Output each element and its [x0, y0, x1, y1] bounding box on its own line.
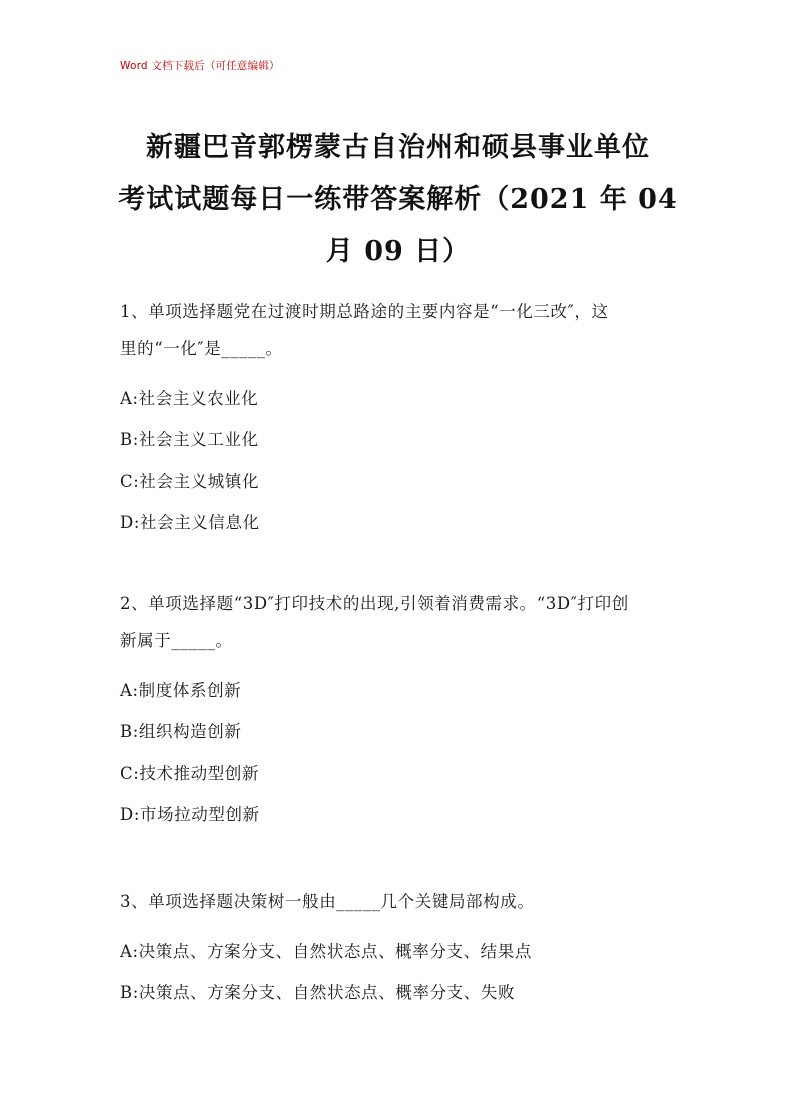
option-a: A:决策点、方案分支、自然状态点、概率分支、结果点 [120, 941, 532, 961]
question-1 [120, 293, 680, 533]
stem-line: 2、单项选择题“3D″打印技术的出现,引领着消费需求。“3D″打印创 [120, 594, 629, 613]
question-stem [120, 883, 680, 920]
question-3 [120, 883, 680, 1003]
header-note: Word 文档下载后（可任意编辑） [120, 60, 280, 72]
option-b: B:决策点、方案分支、自然状态点、概率分支、失败 [120, 983, 516, 1002]
question-2 [120, 585, 680, 825]
stem-line: 里的“一化″是_____。 [120, 339, 283, 358]
option-c: C:技术推动型创新 [120, 763, 260, 783]
option-b: B:社会主义工业化 [120, 430, 259, 449]
stem-line: 1、单项选择题党在过渡时期总路途的主要内容是“一化三改″，这 [120, 302, 609, 321]
title-line: 新疆巴音郭楞蒙古自治州和硕县事业单位 [146, 132, 650, 163]
option-a: A:社会主义农业化 [120, 388, 259, 408]
option-b: B:组织构造创新 [120, 722, 242, 741]
question-list [120, 293, 680, 1003]
stem-line: 新属于_____。 [120, 631, 233, 650]
option-d: D:市场拉动型创新 [120, 805, 260, 824]
option-c: C:社会主义城镇化 [120, 471, 260, 491]
document-title [118, 122, 678, 278]
option-a: A:制度体系创新 [120, 680, 242, 700]
question-stem [120, 585, 680, 659]
title-line: 月 09 日） [325, 236, 471, 267]
stem-line: 3、单项选择题决策树一般由_____几个关键局部构成。 [120, 892, 535, 911]
title-line: 考试试题每日一练带答案解析（2021 年 04 [118, 184, 678, 215]
question-stem [120, 293, 680, 367]
option-d: D:社会主义信息化 [120, 513, 260, 532]
